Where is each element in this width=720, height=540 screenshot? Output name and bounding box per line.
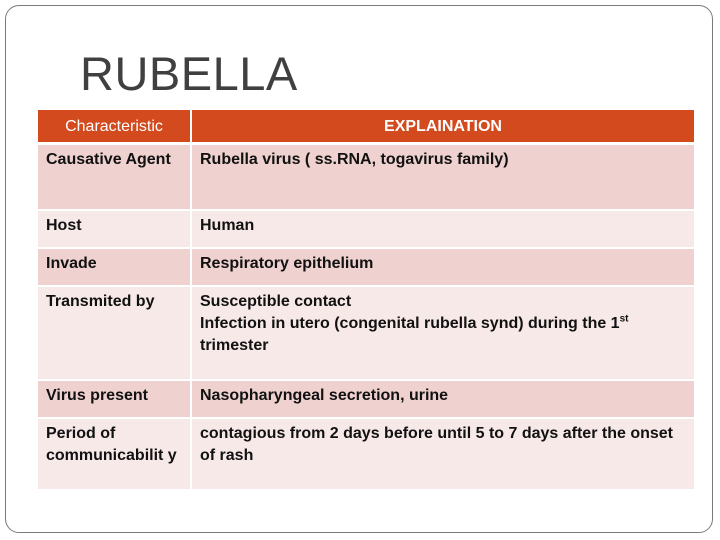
- rubella-table: [38, 110, 696, 491]
- explanation-line: trimester: [200, 337, 269, 354]
- explanation-cell: Respiratory epithelium: [192, 249, 696, 287]
- characteristic-cell: Host: [38, 211, 192, 249]
- characteristic-cell: Period of communicabilit y: [38, 419, 192, 491]
- explanation-line: [200, 313, 686, 335]
- characteristic-cell: Virus present: [38, 381, 192, 419]
- slide-title: RUBELLA: [80, 47, 298, 100]
- table-row: [38, 145, 696, 211]
- explanation-text: Infection in utero (congenital rubella synd) during the 1: [200, 315, 620, 332]
- table-row: [38, 381, 696, 419]
- header-characteristic: Characteristic: [38, 110, 192, 145]
- ordinal-superscript: st: [619, 313, 629, 325]
- table-row: [38, 419, 696, 491]
- header-explanation: EXPLAINATION: [192, 110, 696, 145]
- table-row: [38, 287, 696, 381]
- characteristic-cell: Transmited by: [38, 287, 192, 381]
- table-header-row: [38, 110, 696, 145]
- explanation-cell: Nasopharyngeal secretion, urine: [192, 381, 696, 419]
- explanation-line: Susceptible contact: [200, 293, 352, 310]
- explanation-cell: Rubella virus ( ss.RNA, togavirus family): [192, 145, 696, 211]
- table-row: [38, 211, 696, 249]
- table-row: [38, 249, 696, 287]
- explanation-cell: contagious from 2 days before until 5 to 7 days after the onset of rash: [192, 419, 696, 491]
- explanation-cell: Human: [192, 211, 696, 249]
- characteristic-cell: Invade: [38, 249, 192, 287]
- characteristic-cell: Causative Agent: [38, 145, 192, 211]
- explanation-cell: [192, 287, 696, 381]
